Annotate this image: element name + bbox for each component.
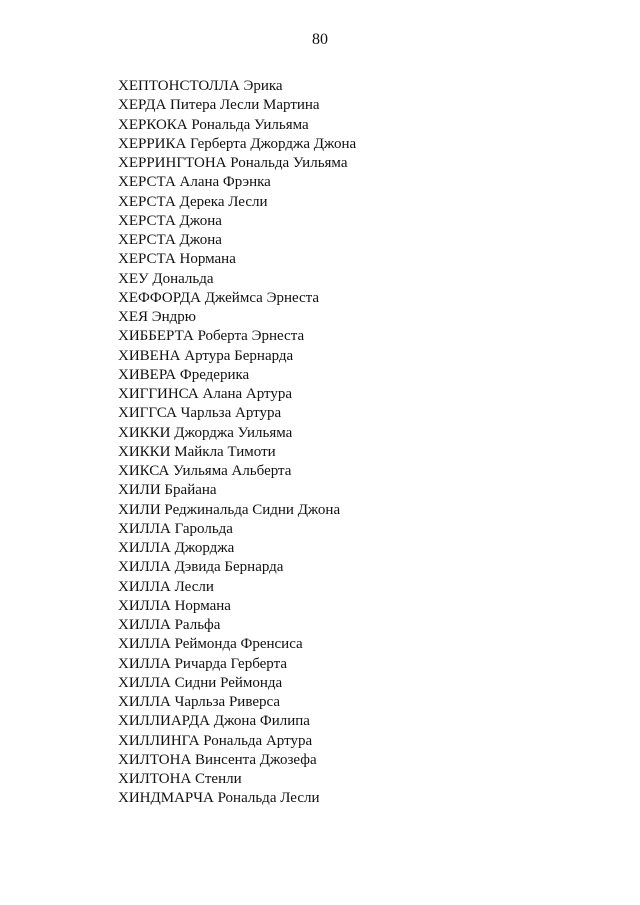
name-list-item: ХИЛТОНА Стенли — [118, 771, 242, 787]
page-number: 80 — [312, 31, 328, 48]
name-list-item: ХЕФФОРДА Джеймса Эрнеста — [118, 289, 320, 306]
name-list-item: ХИЛЛА Джорджа — [118, 540, 235, 556]
name-list-item: ХЕРСТА Джона — [118, 212, 222, 229]
name-list-item: ХИЛЛА Дэвида Бернарда — [118, 559, 284, 576]
name-list — [118, 77, 356, 809]
name-list-item: ХИЛЛА Ричарда Герберта — [118, 655, 287, 672]
name-list-item: ХЕРРИКА Герберта Джорджа Джона — [118, 135, 357, 152]
name-list-item: ХЕРСТА Дерека Лесли — [118, 193, 268, 210]
name-list-item: ХИЛТОНА Винсента Джозефа — [118, 751, 317, 768]
name-list-item: ХИЛИ Брайана — [118, 482, 217, 499]
name-list-item: ХИЛЛИНГА Рональда Артура — [118, 732, 313, 749]
name-list-item: ХИЛЛА Реймонда Френсиса — [118, 636, 303, 653]
name-list-item: ХЕРКОКА Рональда Уильяма — [118, 116, 309, 133]
name-list-item: ХИВЕРА Фредерика — [118, 366, 250, 383]
name-list-item: ХЕРСТА Джона — [118, 232, 222, 248]
name-list-item: ХИЛЛА Нормана — [118, 597, 231, 614]
name-list-item: ХИККИ Джорджа Уильяма — [118, 424, 293, 441]
name-list-item: ХЕРРИНГТОНА Рональда Уильяма — [118, 155, 348, 171]
name-list-item: ХЕРДА Питера Лесли Мартина — [118, 97, 320, 114]
name-list-item: ХИЛЛА Лесли — [118, 578, 214, 595]
name-list-item: ХИКСА Уильяма Альберта — [118, 463, 292, 479]
name-list-item: ХЕПТОНСТОЛЛА Эрика — [118, 78, 283, 94]
name-list-item: ХИГГСА Чарльза Артура — [118, 405, 282, 422]
name-list-item: ХИЛЛА Гарольда — [118, 520, 233, 537]
name-list-item: ХИЛИ Реджинальда Сидни Джона — [118, 501, 341, 518]
name-list-item: ХИЛЛА Сидни Реймонда — [118, 674, 283, 691]
name-list-item: ХИНДМАРЧА Рональда Лесли — [118, 790, 320, 807]
name-list-item: ХИЛЛА Чарльза Риверса — [118, 694, 280, 710]
name-list-item: ХИККИ Майкла Тимоти — [118, 443, 276, 460]
name-list-item: ХИВЕНА Артура Бернарда — [118, 347, 294, 364]
name-list-item: ХЕРСТА Нормана — [118, 251, 236, 268]
name-list-item: ХЕЯ Эндрю — [118, 309, 197, 325]
name-list-item: ХИЛЛИАРДА Джона Филипа — [118, 713, 310, 730]
name-list-item: ХИГГИНСА Алана Артура — [118, 386, 293, 402]
name-list-item: ХИББЕРТА Роберта Эрнеста — [118, 328, 305, 345]
name-list-item: ХИЛЛА Ральфа — [118, 617, 221, 633]
name-list-item: ХЕРСТА Алана Фрэнка — [118, 174, 271, 191]
name-list-item: ХЕУ Дональда — [118, 270, 214, 287]
